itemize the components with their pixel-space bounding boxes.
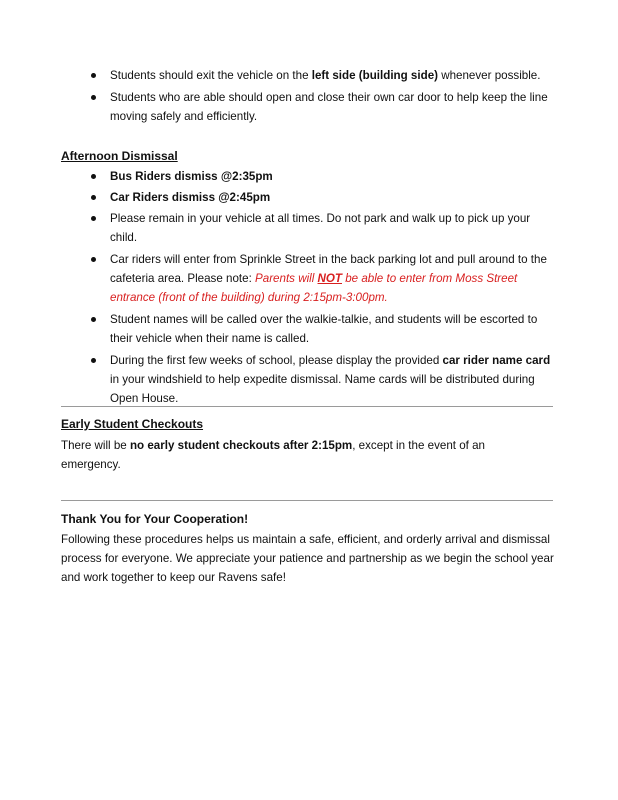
bullet-icon: [91, 257, 96, 262]
list-item: [110, 209, 556, 247]
list-item-text: Students who are able should open and close their own car door to help keep the line moving safely and efficiently.: [110, 91, 548, 123]
list-item-text: Car riders will enter from Sprinkle Street in the back parking lot and pull around to the cafeteria area. Please note:: [110, 253, 547, 285]
thank-you-text: Following these procedures helps us maintain a safe, efficient, and orderly arrival and dismissal process for everyone. We appreciate your patience and partnership as we begin the school year and work together to keep our Ravens safe!: [61, 533, 554, 584]
afternoon-list: [110, 167, 556, 408]
bullet-icon: [91, 73, 96, 78]
list-item-text: Student names will be called over the walkie-talkie, and students will be escorted to their vehicle when their name is called.: [110, 313, 538, 345]
bullet-icon: [91, 195, 96, 200]
list-item-text: whenever possible.: [438, 69, 541, 82]
list-item: [110, 351, 556, 408]
paragraph-text: , except in the event of an emergency.: [61, 439, 486, 471]
list-item: [110, 188, 556, 207]
list-item-bold: left side (building side): [311, 69, 438, 82]
bullet-icon: [91, 317, 96, 322]
afternoon-dismissal-heading: Afternoon Dismissal: [61, 149, 178, 163]
list-item-text: Students should exit the vehicle on the: [110, 69, 312, 82]
car-riders-text: Car Riders dismiss @2:45pm: [110, 191, 271, 204]
list-item: [110, 310, 556, 348]
bullet-icon: [91, 95, 96, 100]
thank-you-heading: Thank You for Your Cooperation!: [61, 512, 249, 526]
paragraph-text: There will be: [61, 439, 130, 452]
list-item: [110, 88, 556, 126]
arrival-list: [110, 66, 556, 126]
section-divider: [61, 406, 553, 407]
list-item: [110, 66, 556, 85]
bus-riders-text: Bus Riders dismiss @2:35pm: [110, 170, 273, 183]
bullet-icon: [91, 358, 96, 363]
list-item: [110, 167, 556, 186]
warning-text: Parents will: [255, 272, 318, 285]
list-item-text: During the first few weeks of school, please display the provided: [110, 354, 443, 367]
bullet-icon: [91, 174, 96, 179]
early-checkouts-heading: Early Student Checkouts: [61, 417, 204, 431]
list-item-text: in your windshield to help expedite dismissal. Name cards will be distributed during Open House.: [110, 373, 535, 405]
warning-text: be able to enter from Moss Street entrance (front of the building) during 2:15pm-3:00pm.: [110, 272, 518, 304]
list-item-text: Please remain in your vehicle at all times. Do not park and walk up to pick up your child.: [110, 212, 531, 244]
paragraph-bold: no early student checkouts after 2:15pm: [129, 439, 353, 452]
section-divider: [61, 500, 553, 501]
bullet-icon: [91, 216, 96, 221]
list-item: [110, 250, 556, 307]
warning-emphasis: NOT: [317, 272, 342, 285]
list-item-bold: car rider name card: [442, 354, 551, 367]
early-checkouts-text: [61, 436, 531, 474]
